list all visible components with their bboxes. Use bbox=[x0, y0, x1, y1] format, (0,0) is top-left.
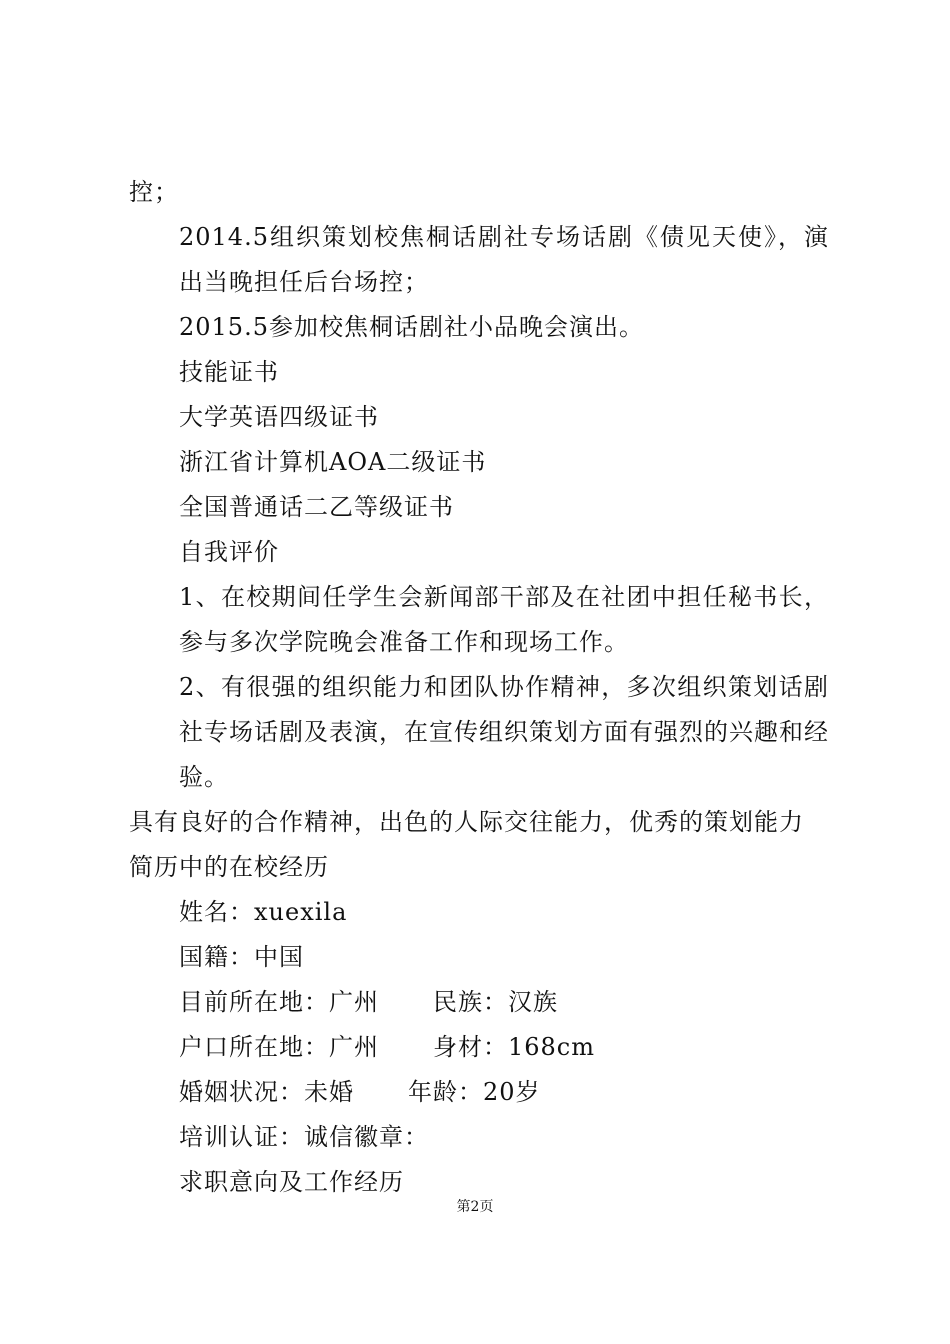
certificate-item: 全国普通话二乙等级证书 bbox=[179, 493, 454, 521]
profile-training: 培训认证：诚信徽章： bbox=[179, 1123, 429, 1151]
profile-nationality: 国籍：中国 bbox=[179, 943, 304, 971]
section-heading-self-evaluation: 自我评价 bbox=[179, 538, 279, 566]
profile-marital: 婚姻状况：未婚 bbox=[179, 1078, 354, 1106]
certificate-item: 浙江省计算机AOA二级证书 bbox=[179, 448, 487, 476]
certificate-item: 大学英语四级证书 bbox=[179, 403, 379, 431]
page-number: 第2页 bbox=[456, 1199, 494, 1215]
paragraph: 具有良好的合作精神，出色的人际交往能力，优秀的策划能力 bbox=[129, 808, 804, 836]
paragraph: 1、在校期间任学生会新闻部干部及在社团中担任秘书长，参与多次学院晚会准备工作和现场工作。 bbox=[179, 583, 829, 656]
profile-age: 年龄：20岁 bbox=[408, 1078, 541, 1106]
profile-row-hukou bbox=[129, 1025, 829, 1070]
profile-row-marital bbox=[129, 1070, 829, 1115]
paragraph: 控； bbox=[129, 178, 179, 206]
paragraph: 2、有很强的组织能力和团队协作精神，多次组织策划话剧社专场话剧及表演，在宣传组织策划方面有强烈的兴趣和经验。 bbox=[179, 673, 829, 791]
profile-height: 身材：168cm bbox=[433, 1033, 596, 1061]
document-body bbox=[129, 170, 829, 1205]
section-heading-campus-experience: 简历中的在校经历 bbox=[129, 853, 329, 881]
section-heading-intention: 求职意向及工作经历 bbox=[179, 1168, 404, 1196]
section-heading-skills: 技能证书 bbox=[179, 358, 279, 386]
profile-ethnicity: 民族：汉族 bbox=[433, 988, 558, 1016]
profile-row-location bbox=[129, 980, 829, 1025]
paragraph: 2014.5组织策划校焦桐话剧社专场话剧《债见天使》，演出当晚担任后台场控； bbox=[179, 223, 829, 296]
paragraph: 2015.5参加校焦桐话剧社小品晚会演出。 bbox=[179, 313, 644, 341]
profile-name: 姓名：xuexila bbox=[179, 898, 348, 926]
profile-location: 目前所在地：广州 bbox=[179, 988, 379, 1016]
profile-hukou: 户口所在地：广州 bbox=[179, 1033, 379, 1061]
